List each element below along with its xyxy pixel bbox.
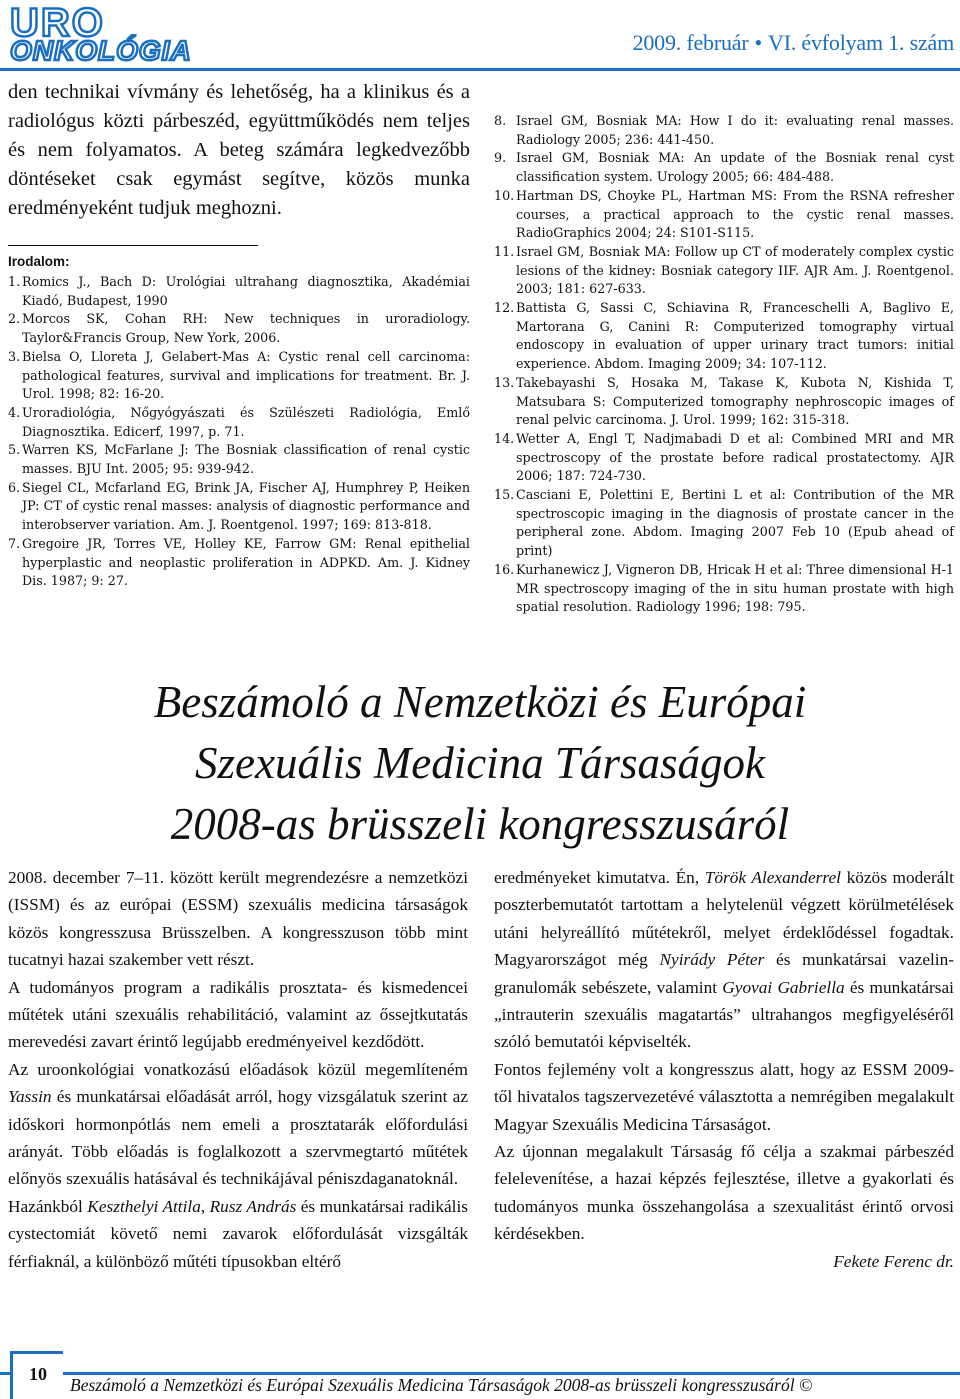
reference-number: 9. — [494, 150, 507, 166]
article-body-left — [8, 864, 468, 1275]
issue-date: 2009. február — [632, 30, 749, 55]
reference-text: Morcos SK, Cohan RH: New techniques in uroradiology. Taylor&Francis Group, New York, 2006. — [22, 311, 470, 346]
reference-text: Hartman DS, Choyke PL, Hartman MS: From the RSNA refresher courses, a practical approach to the cystic renal masses. RadioGraphics 2004; 24: S101-S115. — [516, 187, 954, 241]
reference-item — [494, 374, 954, 430]
previous-article-end — [8, 78, 470, 591]
reference-item — [494, 430, 954, 486]
reference-item — [494, 149, 954, 186]
person-name: Rusz András — [209, 1196, 297, 1216]
reference-text: Israel GM, Bosniak MA: An update of the Bosniak renal cyst classification system. Urology 2005; 66: 484-488. — [516, 150, 954, 185]
article-title-line: 2008-as brüsszeli kongresszusáról — [170, 799, 790, 849]
text-run: , — [200, 1196, 210, 1216]
reference-number: 2. — [8, 311, 21, 327]
reference-number: 11. — [494, 243, 515, 259]
text-run: közös moderált poszterbemutatót tartottam a helytelenül végzett körülmetélések utáni helyreállító műtétekről, melyet érdeklődéssel fogadtak. Magyarországot még — [494, 868, 954, 970]
article-paragraph: Fontos fejlemény volt a kongresszus alatt, hogy az ESSM 2009-től hivatalos tagszervezetévé választotta a nemrégiben megalakult Magyar Szexuális Medicina Társaságot. — [494, 1059, 954, 1134]
references-right-column — [494, 112, 954, 617]
reference-number: 8. — [494, 113, 507, 128]
reference-item — [8, 535, 470, 591]
person-name: Nyirády Péter — [659, 950, 765, 970]
article-paragraph: 2008. december 7–11. között került megrendezésre a nemzetközi (ISSM) és az európai (ESSM) szexuális medicina társaságok közös kongresszusa Brüsszelben. A kongresszuson több mint tucatnyi hazai szakember vett részt. — [8, 868, 468, 970]
reference-text: Warren KS, McFarlane J: The Bosniak classification of renal cystic masses. BJU Int. 2005; 95: 939-942. — [22, 442, 470, 477]
issue-volume: VI. évfolyam 1. szám — [768, 30, 954, 55]
article-paragraph — [494, 864, 954, 1056]
article-paragraph — [8, 1193, 468, 1275]
issue-info — [633, 30, 954, 56]
article-title — [0, 672, 960, 855]
person-name: Keszthelyi Attila — [87, 1196, 201, 1216]
reference-text: Wetter A, Engl T, Nadjmabadi D et al: Combined MRI and MR spectroscopy of the prostate before radical prostatectomy. AJR 2006; 187: 724-730. — [516, 430, 954, 484]
reference-item — [494, 299, 954, 374]
reference-text: Gregoire JR, Torres VE, Holley KE, Farrow GM: Renal epithelial hyperplastic and neoplastic proliferation in ADPKD. Am. J. Kidney Dis. 1987; 9: 27. — [22, 535, 470, 589]
reference-number: 3. — [8, 348, 21, 364]
article-paragraph — [8, 1056, 468, 1193]
reference-number: 16. — [494, 561, 515, 577]
article-body-right — [494, 864, 954, 1275]
reference-item — [8, 404, 470, 441]
reference-item — [8, 348, 470, 404]
reference-text: Siegel CL, Mcfarland EG, Brink JA, Fischer AJ, Humphrey P, Heiken JP: CT of cystic renal masses: analysis of diagnostic performance and interobserver variation. Am. J. Roentgenol. 1997; 169: 813-818. — [22, 479, 470, 533]
author-signature: Fekete Ferenc dr. — [833, 1251, 954, 1271]
header-rule — [0, 68, 960, 71]
reference-number: 5. — [8, 442, 21, 458]
reference-text: Kurhanewicz J, Vigneron DB, Hricak H et al: Three dimensional H-1 MR spectroscopy imaging of the in situ human prostate with high spatial resolution. Radiology 1996; 198: 795. — [516, 561, 954, 615]
person-name: Yassin — [8, 1087, 52, 1107]
reference-text: Romics J., Bach D: Urológiai ultrahang diagnosztika, Akadémiai Kiadó, Budapest, 1990 — [22, 274, 470, 308]
issue-separator: • — [754, 30, 762, 55]
reference-text: Uroradiológia, Nőgyógyászati és Szülészeti Radiológia, Emlő Diagnosztika. Edicerf, 1997, p. 71. — [22, 404, 470, 439]
intro-paragraph: den technikai vívmány és lehetőség, ha a klinikus és a radiológus közti párbeszéd, együttműködés nem teljes és nem folyamatos. A beteg számára legkedvezőbb döntéseket csak egymást segítve, közös munka eredményeként tudjuk meghozni. — [8, 81, 470, 219]
person-name: Török Alexanderrel — [704, 868, 841, 887]
article-paragraph: Az újonnan megalakult Társaság fő célja a szakmai párbeszéd felelevenítése, a hazai képzés fejlesztése, illetve a gyakorlati és tudományos munka összehangolása a szexualitást érintő orvosi kérdésekben. — [494, 1142, 954, 1244]
reference-number: 13. — [494, 374, 515, 390]
running-footer-title: Beszámoló a Nemzetközi és Európai Szexuális Medicina Társaságok 2008-as brüsszeli kongresszusáról © — [70, 1375, 813, 1395]
reference-text: Israel GM, Bosniak MA: Follow up CT of moderately complex cystic lesions of the kidney: Bosniak category IIF. AJR Am. J. Roentgenol. 2003; 181: 627-633. — [516, 243, 954, 297]
references-divider — [8, 245, 258, 246]
reference-number: 12. — [494, 300, 515, 316]
text-run: és munkatársai vazelin-granulomák sebészete, valamint — [494, 950, 955, 997]
person-name: Gyovai Gabriella — [722, 977, 845, 997]
reference-text: Casciani E, Polettini E, Bertini L et al: Contribution of the MR spectroscopic imaging in the diagnosis of prostate cancer in the peripheral zone. Abdom. Imaging 2007 Feb 10 (Epub ahead of print) — [516, 487, 954, 559]
reference-number: 14. — [494, 430, 515, 446]
references-title: Irodalom: — [8, 254, 70, 269]
reference-number: 6. — [8, 479, 21, 495]
uroonkologia-logo — [8, 2, 278, 64]
article-title-line: Szexuális Medicina Társaságok — [195, 738, 765, 788]
references-list-left — [8, 273, 470, 591]
reference-item — [494, 486, 954, 561]
reference-number: 4. — [8, 404, 21, 420]
text-run: eredményeket kimutatva. Én, — [494, 868, 705, 887]
reference-number: 15. — [494, 487, 515, 503]
article-title-line: Beszámoló a Nemzetközi és Európai — [153, 677, 807, 727]
text-run: Hazánkból — [8, 1196, 88, 1216]
reference-text: Israel GM, Bosniak MA: How I do it: evaluating renal masses. Radiology 2005; 236: 441-450. — [516, 113, 954, 147]
reference-item — [494, 561, 954, 617]
reference-text: Bielsa O, Lloreta J, Gelabert-Mas A: Cystic renal cell carcinoma: pathological features, survival and implications for treatment. Br. J. Urol. 1998; 82: 16-20. — [22, 348, 470, 402]
text-run: Az uroonkológiai vonatkozású előadások közül megemlíteném — [8, 1059, 468, 1079]
reference-item — [494, 112, 954, 149]
reference-number: 10. — [494, 187, 515, 203]
reference-text: Takebayashi S, Hosaka M, Takase K, Kubota N, Kishida T, Matsubara S: Computerized tomography nephroscopic images of renal pelvic carcinoma. J. Urol. 1999; 162: 315-318. — [516, 374, 954, 428]
page-number: 10 — [10, 1351, 63, 1399]
text-run: és munkatársai előadását arról, hogy vizsgálatuk szerint az időskori hormonpótlás nem emeli a prosztatarák előfordulási arányát. Több előadás is foglalkozott a szervmegtartó műtétek előnyös szexuális hatásával és technikájával péniszdaganatoknál. — [8, 1087, 468, 1189]
reference-text: Battista G, Sassi C, Schiavina R, Franceschelli A, Baglivo E, Martorana G, Canini R: Computerized tomography virtual endoscopy in evaluation of upper urinary tract tumors: initial experience. Abdom. Imaging 2009; 34: 107-112. — [516, 300, 954, 372]
logo-text-uro: URO — [10, 2, 105, 45]
text-run: és munkatársai radikális cystectomiát követő nemi zavarok előfordulását vizsgálták férfiaknál, a különböző műtéti típusokban eltérő — [8, 1196, 468, 1271]
article-paragraph: A tudományos program a radikális prosztata- és kismedencei műtétek utáni szexuális rehabilitáció, valamint az ősseјtkutatás merevedési zavart érintő legújabb eredményeivel kezdődött. — [8, 977, 468, 1052]
reference-item — [494, 243, 954, 299]
reference-item — [8, 310, 470, 347]
reference-item — [8, 479, 470, 535]
reference-item — [8, 441, 470, 478]
references-list-right — [494, 112, 954, 617]
reference-item — [494, 187, 954, 243]
reference-number: 1. — [8, 274, 21, 289]
logo-text-onkologia: ONKOLÓGIA — [10, 35, 192, 64]
text-run: és munkatársai „intrauterin szexuális magatartás” ultrahangos megfigyeléséről szóló bemutatói képviselték. — [494, 977, 954, 1052]
reference-number: 7. — [8, 535, 21, 551]
reference-item — [8, 273, 470, 310]
